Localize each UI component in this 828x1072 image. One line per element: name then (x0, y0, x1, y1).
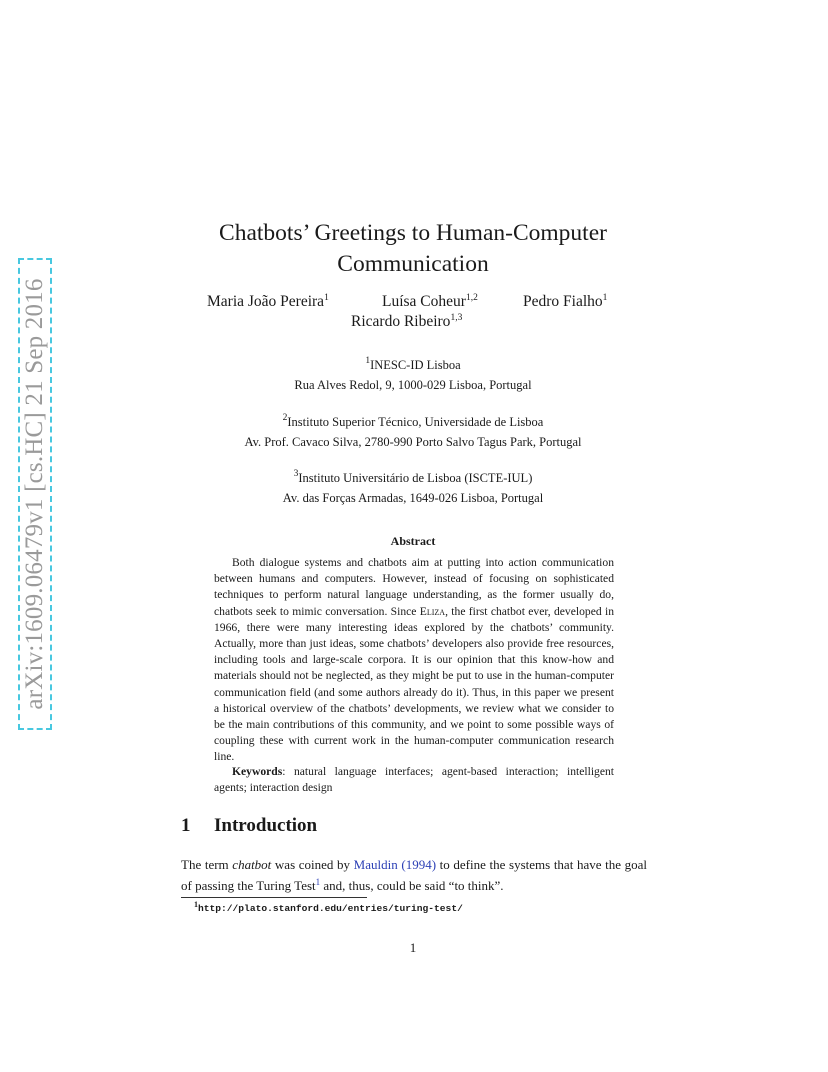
author-4 (351, 313, 462, 331)
author-name: Luísa Coheur (382, 293, 466, 310)
footnote-url[interactable]: http://plato.stanford.edu/entries/turing-test/ (198, 903, 463, 914)
section-number: 1 (181, 815, 191, 836)
footnote-mark: 1 (194, 900, 198, 909)
footnote-marker[interactable]: 1 (315, 876, 321, 887)
author-affiliation-mark: 1,2 (465, 293, 478, 303)
author-3 (523, 293, 607, 311)
author-2 (382, 293, 478, 311)
affiliation-name: Instituto Universitário de Lisboa (ISCTE-IUL) (298, 471, 533, 485)
abstract-part-2: , the first chatbot ever, developed in 1966, there were many interesting ideas explored by the chatbots’ community. Actually, more than just ideas, some chatbots’ developers also provide free resources, including tools and large-scale corpora. It is our opinion that this know-how and materials should not be neglected, as they might be put to use in the human-computer communication field (and some authors already do it). Thus, in this paper we present a historical overview of the chatbots’ developments, we review what we consider to be the main contributions of this community, and we point to some possible ways of coupling these with current work in the human-computer communication research line. (214, 604, 614, 764)
citation-year: (1994) (401, 857, 437, 872)
affiliation-mark: 3 (293, 469, 299, 479)
title-line-1: Chatbots’ Greetings to Human-Computer (219, 220, 607, 246)
paper-title (130, 218, 696, 280)
eliza-name: Eliza (419, 604, 446, 618)
author-name: Ricardo Ribeiro (351, 313, 451, 330)
citation-link[interactable] (354, 857, 436, 872)
citation-author: Mauldin (353, 857, 398, 872)
affiliation-name: INESC-ID Lisboa (370, 358, 461, 372)
affiliation-address: Rua Alves Redol, 9, 1000-029 Lisboa, Portugal (294, 378, 532, 392)
keywords-text: : natural language interfaces; agent-based interaction; intelligent agents; interaction design (214, 765, 614, 795)
footnote (194, 900, 463, 914)
abstract-part-1: Both dialogue systems and chatbots aim at putting into action communication between humans and computers. However, instead of focusing on sophisticated techniques to perform natural language understanding, as the former usually do, chatbots seek to mimic conversation. Since (214, 556, 614, 618)
abstract-heading: Abstract (390, 534, 436, 548)
author-name: Pedro Fialho (523, 293, 603, 310)
affiliation-address: Av. das Forças Armadas, 1649-026 Lisboa, Portugal (282, 491, 544, 505)
author-affiliation-mark: 1 (324, 293, 329, 303)
affiliation-2 (130, 408, 696, 452)
intro-text: The term (181, 857, 233, 872)
keywords (214, 764, 614, 796)
intro-text: was coined by (271, 857, 354, 872)
arxiv-identifier: arXiv:1609.06479v1 [cs.HC] 21 Sep 2016 (21, 278, 48, 710)
affiliation-mark: 1 (365, 356, 371, 366)
author-1 (207, 293, 329, 311)
intro-paragraph (181, 856, 647, 894)
affiliation-address: Av. Prof. Cavaco Silva, 2780-990 Porto Salvo Tagus Park, Portugal (244, 435, 582, 449)
intro-text: to define the systems that have the goal of passing the Turing Test (181, 857, 647, 893)
page-number: 1 (409, 940, 417, 955)
author-affiliation-mark: 1 (602, 293, 608, 303)
term-chatbot: chatbot (232, 857, 272, 872)
affiliation-1 (130, 351, 696, 395)
intro-text: and, thus, could be said “to think”. (320, 877, 504, 893)
author-name: Maria João Pereira (207, 293, 325, 310)
affiliation-name: Instituto Superior Técnico, Universidade de Lisboa (287, 415, 544, 429)
title-line-2: Communication (337, 251, 489, 277)
author-affiliation-mark: 1,3 (450, 313, 463, 323)
footnote-rule (181, 897, 367, 898)
arxiv-stamp (18, 258, 52, 730)
keywords-label: Keywords (232, 765, 283, 778)
affiliation-3 (130, 464, 696, 508)
affiliation-mark: 2 (282, 413, 288, 423)
section-title: Introduction (214, 815, 318, 836)
abstract-text (214, 555, 614, 766)
section-heading (181, 815, 317, 837)
